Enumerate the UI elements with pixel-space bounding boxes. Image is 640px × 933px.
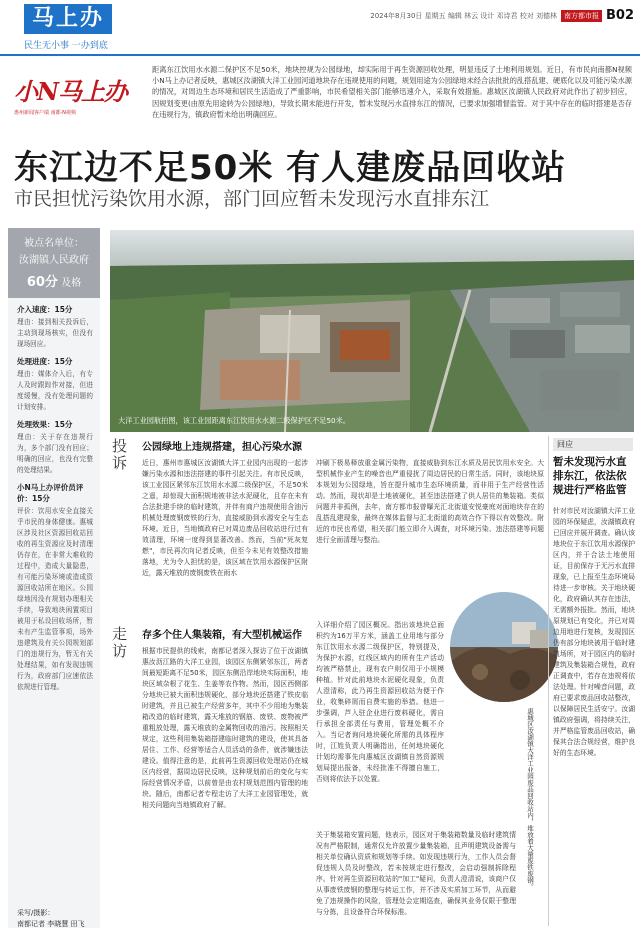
visit-col-3: 关于集装箱安置问题，他表示，园区对于集装箱数量及临时建筑情况有严格限制，通常仅允许放置少量集装箱，且声明建筑设备需与相关单位确认资质和规划等手续。如发现违规行为，工作人员会督促违规人员及时整改，若未按规定进行整改，会启动强制拆除程序。针对再生资源回收站的"加工"疑问，负责人澄清说，该商户仅从事废铁废钢的整理与转运工作，并不涉及实质加工环节，从而避免了违规操作的风险，管理处会定期巡查，确保其业务仅限于整理与分拣，且设备符合环保标准。 bbox=[316, 830, 516, 926]
section-label-visit: 走访 bbox=[112, 625, 128, 660]
unit-label: 被点名单位： bbox=[24, 238, 84, 249]
section-label-complaint: 投诉 bbox=[112, 437, 128, 472]
column-logo bbox=[14, 72, 139, 118]
sidebar-block-title: 处理效果：15分 bbox=[17, 420, 73, 429]
reply-title: 暂未发现污水直排东江，依法依规进行严格监管 bbox=[553, 456, 627, 496]
subheadline: 市民担忧污染饮用水源，部门回应暂未发现污水直排东江 bbox=[14, 188, 490, 210]
scrapyard-photo-caption: 惠城区汝湖镇大洋工业园废品回收站内，堆放着大量废铁废钢。 bbox=[526, 708, 534, 890]
complaint-col-1: 近日，惠州市惠城区汝湖镇大洋工业园内出现的一起涉嫌污染水源和违法搭建的事件引起关注。有市民反映，该工业园区紧邻东江饮用水水源二级保护区，不足50米之遥，却惊现大面积规地被非法水泥硬化，且存在未有合法批建手续的临时建筑，并伴有商户违规使用含油污机械处理废钢废铁的行为，直接威胁到水源安全与生态环境。近日，当地镇政府已对周边废品回收站进行过有效清理，环境一度得到显著改善。然而，当前"死灰复燃"，市民再次向记者反映，但至今未见有效整改措施落地，尤为令人担忧的是，该区域在饮用水源保护区附近，露天堆放的废钢废铁在雨水 bbox=[142, 459, 308, 577]
aerial-photo-caption: 大洋工业园航拍图，该工业园距离东江饮用水水源二级保护区不足50米。 bbox=[118, 416, 350, 425]
reply-tag: 回应 bbox=[553, 438, 633, 451]
score-grade bbox=[8, 271, 100, 290]
sidebar-block-text: 评价：饮用水安全直接关乎市民的身体健康。惠城区涉及社区资源回收站回收的再生资源应及时清理仍存在，在非常大难收的过程中，造成大量隐患，有可能污染环境或造成资源回收站所在地区。公园绿地因没有规划办理相关手续，导致地块闲置项目被用于私设回收场所，暂未有产生监管事项，场外违建筑及有关公园规划部门的违规行为，暂无有关处理结果，如有发现违规行为，政府部门应速依法依规进行管理。 bbox=[17, 507, 93, 691]
sidebar-block bbox=[8, 298, 100, 350]
sidebar-block-text: 理由：关于存在违规行为，多个部门没有回应；明确的回应，也没有完整的处理结果。 bbox=[17, 433, 93, 474]
column-logo-tagline: 惠州新闻客户端 南都·N视频 bbox=[14, 110, 76, 116]
aerial-photo-image bbox=[110, 230, 634, 432]
section-title-complaint: 公园绿地上违规搭建，担心污染水源 bbox=[142, 442, 302, 453]
section-title-visit: 存多个住人集装箱，有大型机械运作 bbox=[142, 630, 302, 641]
sidebar-block-title: 处理进度：15分 bbox=[17, 357, 73, 366]
unit-name: 汝湖镇人民政府 bbox=[19, 255, 89, 266]
newspaper-badge: 南方都市报 bbox=[561, 10, 602, 22]
score-box bbox=[8, 228, 100, 298]
sidebar-block-title: 小N马上办评价员评价：15分 bbox=[17, 483, 84, 503]
sidebar-block bbox=[8, 413, 100, 476]
sidebar-block-text: 理由：媒体介入后，有专人及时跟踪作对接，但进度缓慢，没有处理问题的计划安排。 bbox=[17, 370, 93, 411]
headline: 东江边不足50米 有人建废品回收站 bbox=[14, 148, 567, 188]
edition-line: 2024年8月30日 星期五 编辑 林云 设计 邓诗君 校对 刘德林 bbox=[370, 11, 557, 20]
byline-names: 南都记者 李晓慧 田飞 bbox=[17, 920, 85, 928]
brand-logo: 马上办 bbox=[24, 4, 112, 34]
visit-col-1: 根据市民提供的线索，南都记者深入探访了位于汝湖镇惠汝沥江路的大洋工业园，该园区东侧紧邻东江，两者间最短距离不足50米，园区东侧沿岸地块实际面积，地块区域杂根了花生、生姜等农作物。然而，园区西侧部分地块已被大面积违规硬化，部分地块还搭建了铁皮临时建筑，并且已被生产经营多年，其中不少用地为集装箱改造的临时建筑，露天堆放的钢筋、废铁、废物被严重粗放处理，露天堆放的金属物回收的油污。按照相关规定，这些利用集装箱搭建临时建筑的建设，使其具备居住、工作、经营等适合人员活动的条件，就涉嫌违法建设。值得注意的是，此前再生资源回收处理站仍在城区内经营，据周边居民反映，这种规划前后的变化与实际经营情况矛盾，以前曾是由农村规划范围内管理的地块。随后，南都记者专程走访了大洋工业园管理处，就相关问题向当地镇政府了解。 bbox=[142, 647, 308, 809]
column-logo-title: 小N马上办 bbox=[14, 77, 127, 106]
brand-slogan: 民生无小事 一办到底 bbox=[24, 41, 108, 51]
sidebar-block-title: 介入速度：15分 bbox=[17, 305, 73, 314]
visit-col-2: 入详细介绍了园区概况。指出该地块总面积约为16万平方米，涵盖工业用地与部分东江饮用水水源二级保护区，特别提及，为保护水源，红线区域内的所有生产活动均被严格禁止，现有农户则仅用于小规模种植。针对此前地块水泥硬化现象，负责人澄清称，此乃再生资源回收站为便于作业，收集碎屑而自费实施的举措。他进一步强调，芦入驻企业进行废料硬化，需自行承担全部责任与费用，管理处概不介入。当记者询问地块硬化所需的具体程序时，江姓负责人明确指出，任何地块硬化计划均需事先向惠城区汝湖镇自然资源规划局提出报备，未经批准不得擅自施工，否则将依法予以处置。 bbox=[316, 621, 444, 783]
edition-info bbox=[370, 8, 634, 23]
complaint-col-2: 冲刷下极易释放重金属污染物，直接威胁到东江水质及居民饮用水安全。大型机械作业产生的噪音也严重侵扰了周边居民的日常生活。同时，该地块原本规划为公园绿地，旨在提升城市生态环境质量，而非用于生产经营性活动。然而，现状却是土地被硬化，甚至违法搭建了供人居住的集装箱。类似问题并非孤例，去年，南方都市报曾曝光汇北街道安悦豪庭对面地块存在的乱搭乱建现象，最终在媒体监督与汇北街道的高效合作下得以有效整改。附近的市民也希望，相关部门能立即介入调查，对环境污染、违法搭建等问题进行全面清理与整治。 bbox=[316, 459, 544, 544]
score-value: 60分 bbox=[26, 275, 58, 290]
masthead-rule bbox=[0, 54, 640, 56]
scrapyard-photo bbox=[450, 592, 558, 702]
byline-label: 采写/摄影： bbox=[17, 909, 55, 917]
byline bbox=[17, 908, 84, 930]
aerial-photo bbox=[110, 230, 634, 432]
lead-paragraph: 距离东江饮用水水源二保护区不足50米，地块控规为公园绿地，却实际用于再生资源回收处理，明显违反了土地利用规划。近日，有市民向南都N视频小N马上办记者反映，惠城区汝湖镇大洋工业园河道地块存在违规使用的问题，规划用途为公园绿地未经合法批批的乱搭乱建、硬底化以及可能污染水源的情况，对周边生态环境和居民生活造成了严重影响，市民希望相关部门能够迅速介入，采取有效措施。惠城区汝湖镇人民政府对此作出了初步回应，因规划变更(由原先用途转为公园绿地)，导致长期未能进行开发，暂未发现污水直排东江的情况，已要求加强增督监管。对于其中存在的临时搭建是否存在违规行为，镇政府暂未给出明确回应。 bbox=[152, 65, 632, 119]
reply-body: 针对市民对汝湖镇大洋工业园的环保疑虑，汝湖镇政府已回应并展开调查。确认该地块位于东江饮用水源保护区内，并于合法土地使用证，目前保存于无污水直排现象，已上报至生态环境局待进一步审核。关于地块硬化，政府确认其存在违法，无需额外报批。然而，地块原规划已有变化，并已对周边用地进行复核，发现园区仍有部分地块被用于临时建筑场所，对于园区内的临时建筑及集装箱合规性，政府正调查中，若存在违规将依法处理。针对噪音问题，政府已要求废品回收站整改，以保障居民生活安宁。汝湖镇政府强调，将持续关注，并严格监管废品回收站，确保其合法合规经营，维护良好的生态环境。 bbox=[553, 507, 635, 757]
sidebar-block bbox=[8, 476, 100, 693]
evaluation-sidebar bbox=[8, 228, 100, 928]
masthead bbox=[0, 0, 640, 56]
sidebar-block-text: 理由：接到相关投诉后，主动到现场核实，但没有现场回应。 bbox=[17, 318, 93, 348]
page-number: B02 bbox=[606, 8, 634, 23]
column-divider bbox=[548, 436, 549, 926]
scrapyard-photo-image bbox=[450, 592, 558, 702]
sidebar-block bbox=[8, 350, 100, 413]
grade-label: 及格 bbox=[61, 278, 82, 289]
